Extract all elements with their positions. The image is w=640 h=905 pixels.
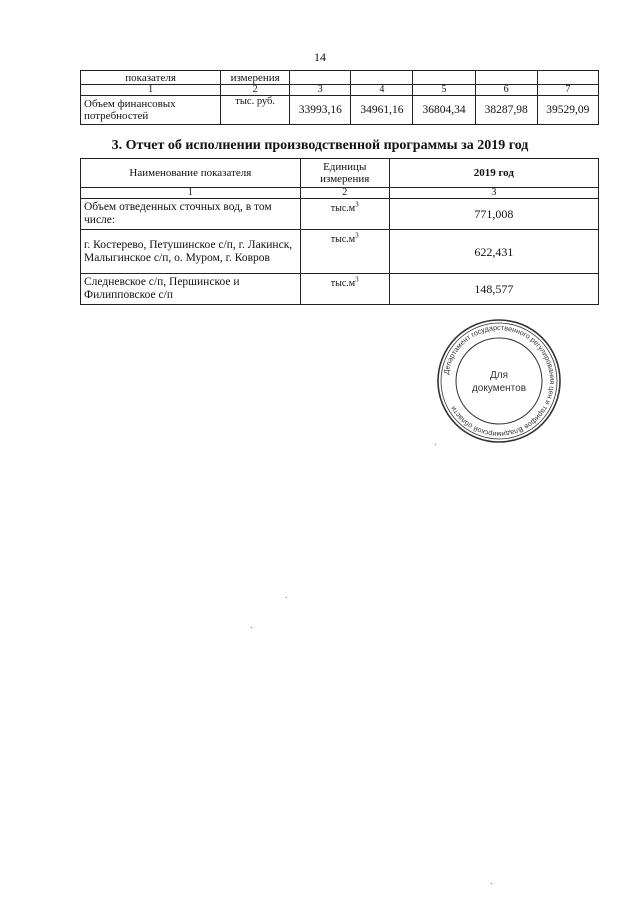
stamp-center-line1: Для [489,370,509,381]
header-cell: измерения [221,71,290,85]
page-number: 14 [314,50,326,64]
header-cell [351,71,413,85]
table-row [81,96,599,125]
unit-text: тыс.м [330,203,356,214]
index-cell: 1 [81,85,221,96]
section-title: 3. Отчет об исполнении производственной программы за 2019 год [111,138,529,153]
header-cell: показателя [81,71,221,85]
indicator-name: Следневское с/п, Першинское и Филипповское с/п [81,274,301,305]
indicator-name: Объем финансовых потребностей [81,96,221,125]
table-header-row [81,159,599,188]
unit-cell [300,230,389,274]
value-cell: 34961,16 [351,96,413,125]
scan-speck: . [490,876,493,887]
unit-superscript: 3 [355,231,359,240]
financial-needs-table [80,70,599,125]
unit-cell: тыс. руб. [221,96,290,125]
value-cell: 38287,98 [475,96,537,125]
unit-superscript: 3 [355,275,359,284]
scan-speck: . [250,620,253,631]
index-cell: 2 [300,188,389,199]
index-cell: 6 [475,85,537,96]
header-cell [290,71,351,85]
scan-speck: . [434,437,437,448]
header-cell [537,71,598,85]
index-cell: 3 [290,85,351,96]
header-unit: Единицы измерения [300,159,389,188]
value-cell: 36804,34 [413,96,475,125]
value-cell: 622,431 [389,230,598,274]
value-cell: 148,577 [389,274,598,305]
unit-text: тыс.м [330,278,356,289]
table-row [81,230,599,274]
index-cell: 4 [351,85,413,96]
index-cell: 7 [537,85,598,96]
value-cell: 771,008 [389,199,598,230]
index-cell: 1 [81,188,301,199]
header-year: 2019 год [389,159,598,188]
index-cell: 2 [221,85,290,96]
unit-superscript: 3 [355,200,359,209]
index-cell: 3 [389,188,598,199]
indicator-name: г. Костерево, Петушинское с/п, г. Лакинск, Малыгинское с/п, о. Муром, г. Ковров [81,230,301,274]
unit-cell [300,199,389,230]
table-header-row [81,71,599,85]
header-cell [413,71,475,85]
index-cell: 5 [413,85,475,96]
table-row [81,274,599,305]
header-cell [475,71,537,85]
column-index-row [81,85,599,96]
unit-cell [300,274,389,305]
header-name: Наименование показателя [81,159,301,188]
table-row [81,199,599,230]
official-stamp [436,318,562,444]
production-program-table [80,158,599,305]
value-cell: 39529,09 [537,96,598,125]
unit-text: тыс.м [330,234,356,245]
scan-speck: . [285,590,288,601]
column-index-row [81,188,599,199]
value-cell: 33993,16 [290,96,351,125]
stamp-outer-text: Департамент государственного регулирования цен и тарифов Владимирской области [441,322,558,440]
indicator-name: Объем отведенных сточных вод, в том числе: [81,199,301,230]
stamp-center-line2: документов [471,383,527,394]
